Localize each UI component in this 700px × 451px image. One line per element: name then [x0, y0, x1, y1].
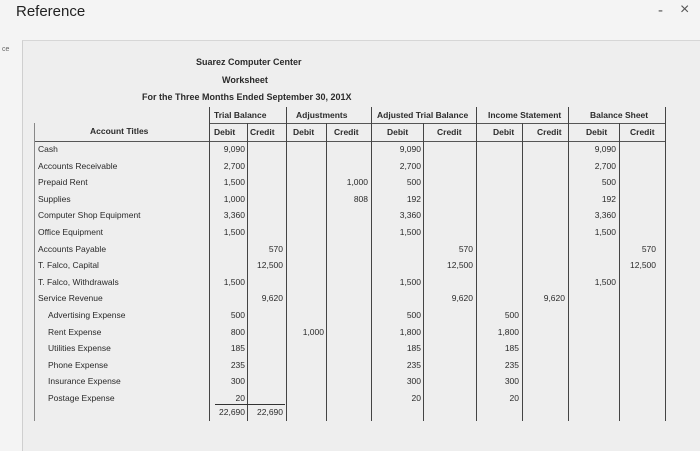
is-debit-amount: 300	[504, 376, 519, 387]
atb-credit-amount: 9,620	[451, 293, 473, 304]
atb-debit-amount: 1,800	[399, 326, 421, 337]
tb-debit-amount: 1,500	[223, 177, 245, 188]
grid-line	[619, 123, 620, 421]
atb-credit-amount: 12,500	[447, 260, 473, 271]
adj-debit-amount: 1,000	[302, 326, 324, 337]
tb-debit-amount: 185	[230, 343, 245, 354]
account-title: Office Equipment	[38, 227, 104, 237]
tb-credit-amount: 12,500	[257, 260, 283, 271]
grid-line	[522, 123, 523, 421]
tb-debit-amount: 9,090	[223, 144, 245, 154]
is-debit-amount: 500	[504, 310, 519, 320]
account-title: Advertising Expense	[48, 310, 126, 320]
atb-debit-amount: 300	[406, 376, 421, 387]
grid-line	[286, 107, 287, 421]
tb-debit-amount: 3,360	[223, 210, 245, 221]
group-balance-sheet: Balance Sheet	[590, 110, 649, 120]
bs-debit-amount: 2,700	[594, 160, 616, 171]
atb-debit-amount: 9,090	[399, 144, 421, 154]
account-titles-header: Account Titles	[90, 126, 149, 136]
grid-line	[326, 123, 327, 421]
tb-debit-amount: 235	[230, 359, 245, 370]
atb-debit-amount: 500	[406, 177, 421, 188]
grid-line	[423, 123, 424, 421]
account-title: Service Revenue	[38, 293, 103, 304]
adj-credit-amount: 1,000	[346, 177, 368, 188]
account-title: Cash	[38, 144, 58, 154]
tb-credit-amount: 570	[268, 243, 283, 254]
atb-credit-header: Credit	[437, 127, 462, 137]
tb-credit-amount: 9,620	[261, 293, 283, 304]
bs-debit-header: Debit	[586, 127, 608, 137]
is-debit-amount: 20	[509, 393, 519, 403]
group-rule	[209, 123, 666, 124]
group-adjusted-trial-balance: Adjusted Trial Balance	[377, 110, 469, 120]
bs-debit-amount: 3,360	[594, 210, 616, 221]
tb-debit-amount: 1,500	[223, 227, 245, 237]
grid-line-right	[665, 107, 666, 421]
worksheet-period: For the Three Months Ended September 30, 201X	[142, 92, 352, 102]
grid-line	[209, 107, 210, 421]
atb-debit-amount: 192	[406, 193, 421, 204]
atb-debit-amount: 1,500	[399, 276, 421, 287]
bs-debit-amount: 500	[601, 177, 616, 188]
adj-debit-header: Debit	[293, 127, 315, 137]
is-debit-header: Debit	[493, 127, 515, 137]
is-credit-amount: 9,620	[543, 293, 565, 304]
account-title: Postage Expense	[48, 393, 115, 403]
tb-debit-amount: 20	[235, 393, 245, 403]
account-title: Accounts Receivable	[38, 160, 118, 171]
bs-debit-amount: 9,090	[594, 144, 616, 154]
window-title: Reference	[16, 3, 86, 20]
grid-line	[568, 107, 569, 421]
account-title: Insurance Expense	[48, 376, 121, 387]
bs-credit-header: Credit	[630, 127, 655, 137]
bs-credit-amount: 570	[641, 243, 656, 254]
tb-debit-amount: 2,700	[223, 160, 245, 171]
account-title: Phone Expense	[48, 359, 109, 370]
account-title: Utilities Expense	[48, 343, 111, 354]
atb-debit-amount: 235	[406, 359, 421, 370]
grid-line	[247, 123, 248, 421]
atb-debit-amount: 3,360	[399, 210, 421, 221]
worksheet-image-panel	[22, 40, 700, 451]
total-tb-credit: 22,690	[257, 407, 283, 417]
tb-debit-header: Debit	[214, 127, 236, 137]
grid-line-left	[34, 123, 35, 421]
atb-debit-header: Debit	[387, 127, 409, 137]
account-title: T. Falco, Withdrawals	[38, 276, 119, 287]
edge-label: ce	[2, 46, 10, 53]
account-title: Prepaid Rent	[38, 177, 88, 188]
adj-credit-amount: 808	[353, 193, 368, 204]
tb-debit-amount: 500	[230, 310, 245, 320]
total-rule	[215, 404, 285, 405]
minimize-icon[interactable]: -	[658, 2, 663, 19]
bs-debit-amount: 1,500	[594, 227, 616, 237]
is-debit-amount: 185	[504, 343, 519, 354]
atb-credit-amount: 570	[458, 243, 473, 254]
account-title: Computer Shop Equipment	[38, 210, 141, 221]
atb-debit-amount: 20	[411, 393, 421, 403]
tb-debit-amount: 1,500	[223, 276, 245, 287]
bs-debit-amount: 1,500	[594, 276, 616, 287]
atb-debit-amount: 500	[406, 310, 421, 320]
title-bar	[0, 0, 700, 26]
total-tb-debit: 22,690	[219, 407, 245, 417]
account-title: Supplies	[38, 193, 71, 204]
account-title: Rent Expense	[48, 326, 102, 337]
tb-debit-amount: 800	[230, 326, 245, 337]
worksheet-name: Worksheet	[222, 75, 268, 85]
account-title: T. Falco, Capital	[38, 260, 99, 271]
close-icon[interactable]: ×	[680, 1, 690, 18]
tb-debit-amount: 1,000	[223, 193, 245, 204]
is-credit-header: Credit	[537, 127, 562, 137]
bs-credit-amount: 12,500	[630, 260, 656, 271]
bs-debit-amount: 192	[601, 193, 616, 204]
is-debit-amount: 235	[504, 359, 519, 370]
grid-line	[476, 107, 477, 421]
atb-debit-amount: 1,500	[399, 227, 421, 237]
group-adjustments: Adjustments	[296, 110, 348, 120]
atb-debit-amount: 185	[406, 343, 421, 354]
tb-debit-amount: 300	[230, 376, 245, 387]
account-title: Accounts Payable	[38, 243, 107, 254]
is-debit-amount: 1,800	[497, 326, 519, 337]
company-name: Suarez Computer Center	[196, 57, 302, 67]
tb-credit-header: Credit	[250, 127, 275, 137]
atb-debit-amount: 2,700	[399, 160, 421, 171]
grid-line	[371, 107, 372, 421]
group-trial-balance: Trial Balance	[214, 110, 267, 120]
group-income-statement: Income Statement	[488, 110, 562, 120]
adj-credit-header: Credit	[334, 127, 359, 137]
header-rule	[34, 141, 666, 142]
